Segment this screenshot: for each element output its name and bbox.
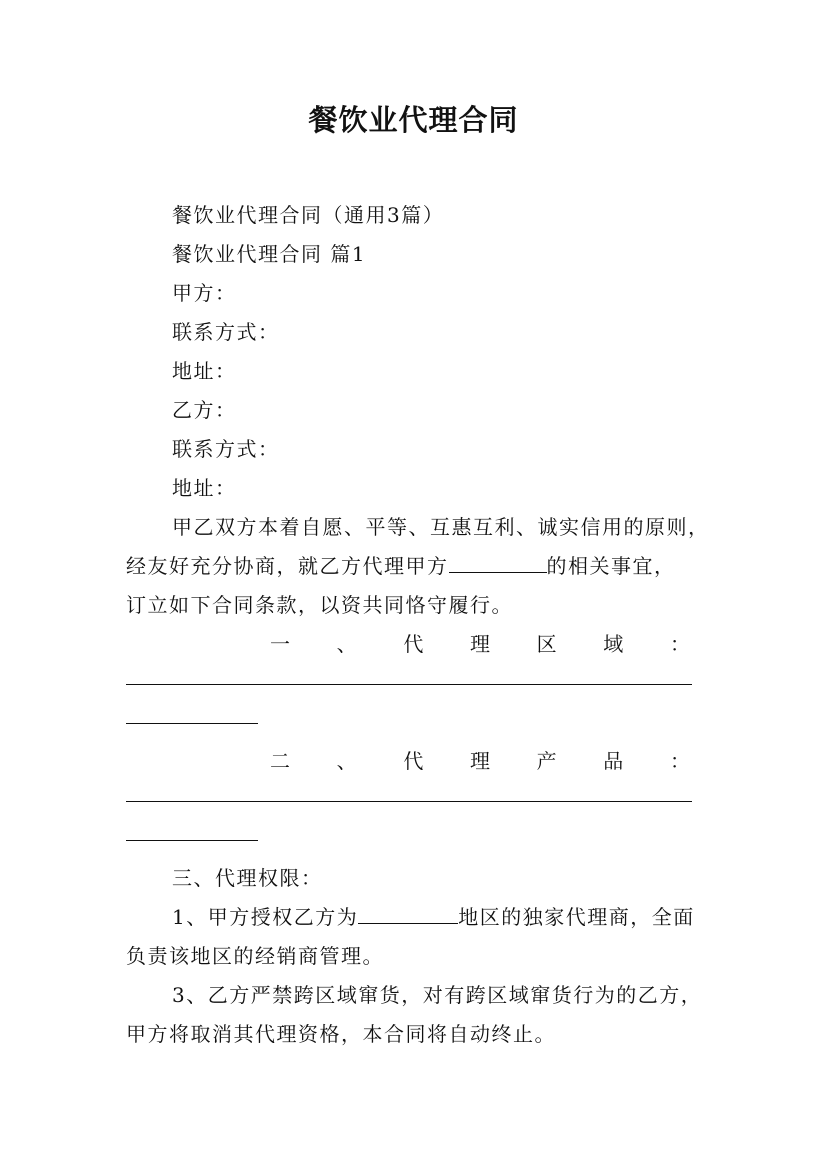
subtitle: 餐饮业代理合同（通用3篇） — [172, 203, 445, 227]
region-blank — [358, 905, 458, 924]
section-3-heading: 三、代理权限： — [172, 866, 323, 890]
section-2-char: 二 — [270, 749, 290, 773]
section-1-char: 、 — [336, 632, 357, 656]
party-a-contact-label: 联系方式： — [172, 320, 280, 344]
party-b-label: 乙方： — [172, 398, 237, 422]
party-a-address-label: 地址： — [172, 359, 237, 383]
party-b-address-label: 地址： — [172, 476, 237, 500]
clause-3-line-2: 甲方将取消其代理资格，本合同将自动终止。 — [126, 1022, 556, 1046]
party-b-contact-label: 联系方式： — [172, 437, 280, 461]
document-title: 餐饮业代理合同 — [308, 103, 519, 137]
agency-region-blank-line-2 — [126, 723, 258, 724]
agency-region-blank-line-1 — [126, 684, 692, 685]
agency-item-blank — [449, 554, 547, 573]
section-2-char: 代 — [403, 749, 424, 773]
section-1-char: 代 — [403, 632, 424, 656]
section-2-char: 产 — [536, 749, 557, 773]
clause-1-end: 地区的独家代理商，全面 — [458, 905, 695, 929]
section-1-char: 域 — [603, 632, 624, 656]
section-1-char: 区 — [536, 632, 557, 656]
section-2-char: 、 — [336, 749, 357, 773]
section-1-heading — [270, 628, 690, 657]
preamble-line-1: 甲乙双方本着自愿、平等、互惠互利、诚实信用的原则， — [172, 515, 710, 539]
chapter-heading: 餐饮业代理合同 篇1 — [172, 242, 367, 266]
agency-product-blank-line-2 — [126, 840, 258, 841]
section-2-char: ： — [669, 749, 690, 773]
section-1-char: ： — [669, 632, 690, 656]
section-2-char: 品 — [603, 749, 624, 773]
preamble-line-2-end: 的相关事宜， — [546, 554, 676, 578]
section-2-char: 理 — [469, 749, 490, 773]
section-2-heading — [270, 745, 690, 774]
clause-3-line-1: 3、乙方严禁跨区域窜货，对有跨区域窜货行为的乙方， — [172, 983, 703, 1007]
party-a-label: 甲方： — [172, 281, 237, 305]
clause-1-line-1 — [172, 901, 695, 930]
clause-1-start: 1、甲方授权乙方为 — [172, 905, 359, 929]
preamble-line-2 — [126, 550, 676, 579]
preamble-line-2-start: 经友好充分协商，就乙方代理甲方 — [126, 554, 449, 578]
preamble-line-3: 订立如下合同条款，以资共同恪守履行。 — [126, 593, 513, 617]
section-1-char: 一 — [270, 632, 290, 656]
section-1-char: 理 — [469, 632, 490, 656]
clause-1-line-2: 负责该地区的经销商管理。 — [126, 944, 384, 968]
agency-product-blank-line-1 — [126, 801, 692, 802]
